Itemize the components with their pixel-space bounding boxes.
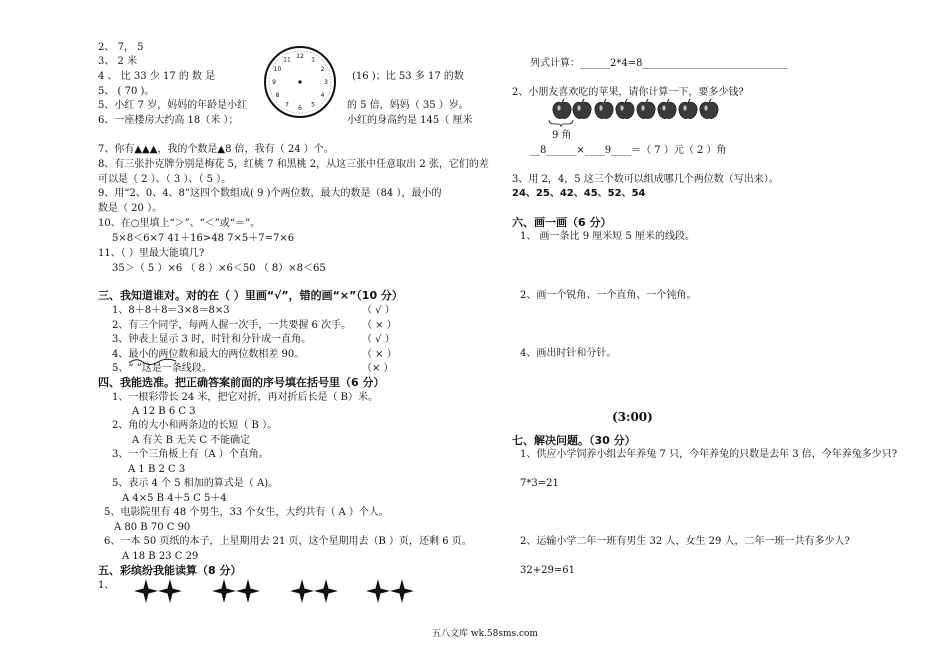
s3-answer-1: （ √ ） — [362, 305, 395, 316]
price-label: 9 角 — [552, 130, 572, 141]
q9-text: 9、用“2、0、4、8”这四个数组成( 9 )个两位数，最大的数是（84 ），最小的 — [98, 188, 442, 199]
q8-answer: 可以是（ 2 ）、（ 3 ）、（ 5 ）。 — [98, 174, 232, 185]
s7-q1-answer: 7*3=21 — [520, 478, 559, 489]
s7-q2: 2、运输小学二年一班有男生 32 人，女生 29 人，二年一班一共有多少人? — [520, 536, 850, 547]
q5-right-text: 的 5 倍，妈妈（ 35 ）岁。 — [347, 100, 469, 111]
q10-items: 5×8＜6×7 41＋16>48 7×5＋7=7×6 — [112, 233, 295, 244]
calc-line: 列式计算：______2*4=8_____________________________ — [530, 58, 788, 69]
s5-item-1: 1、 — [98, 580, 115, 591]
q11-items: 35＞（ 5 ）×6 （ 8 ）×6＜50 （ 8）×8＜65 — [112, 263, 326, 274]
section7-title: 七、解决问题。（30 分） — [512, 434, 636, 447]
clock-numeral: 1 — [311, 56, 315, 64]
q3-answer: 3、 2 米 — [98, 56, 138, 67]
s3-answer-5: （× ） — [362, 363, 394, 374]
q4-right-text: (16 )；比 53 多 17 的数 — [352, 71, 464, 82]
s4-q5: 5、电影院里有 48 个男生，33 个女生，大约共有（ A ）个人。 — [104, 507, 389, 518]
q8-text: 8、有三张扑克牌分别是梅花 5，红桃 7 和黑桃 2，从这三张中任意取出 2 张，它们的差 — [98, 159, 489, 170]
clock-numeral: 9 — [272, 79, 276, 86]
section6-title: 六、画一画（6 分） — [512, 216, 612, 229]
s3-item-3: 3、钟表上显示 3 时，时针和分针成一直角。 — [112, 334, 312, 345]
s7-q2-answer: 32+29=61 — [520, 565, 575, 576]
s4-q1: 1、一根彩带长 24 米，把它对折，再对折后长是（ B）米。 — [112, 392, 378, 403]
s3-answer-3: （ √ ） — [362, 334, 395, 345]
clock-numeral: 2 — [320, 66, 325, 73]
s6-item-4: 4、画出时针和分针。 — [520, 348, 617, 359]
r-q2-answer: __8______×____9____＝（ 7 ）元（ 2 ）角 — [530, 145, 727, 156]
s4-q1-options: A 12 B 6 C 3 — [132, 406, 196, 417]
clock-face — [262, 44, 338, 120]
star-group-icon — [290, 578, 340, 604]
s4-q5-options: A 80 B 70 C 90 — [114, 522, 191, 533]
clock-numeral: 12 — [296, 53, 304, 60]
s4-q3-options: A 1 B 2 C 3 — [128, 464, 186, 475]
s4-q4: 5、表示 4 个 5 相加的算式是（ A)。 — [112, 478, 279, 489]
s4-q6-options: A 18 B 23 C 29 — [122, 551, 199, 562]
apples-icon — [552, 98, 722, 122]
star-group-icon — [366, 578, 416, 604]
q6-text: 6、一座楼房大约高 18（米 ）； — [98, 115, 239, 126]
q10-text: 10、在○里填上“＞”、“＜”或“＝”。 — [98, 218, 261, 229]
s4-q2-options: A 有关 B 无关 C 不能确定 — [132, 435, 251, 446]
bracket-icon — [548, 120, 574, 128]
star-group-icon — [134, 578, 184, 604]
clock-numeral: 8 — [275, 92, 280, 99]
clock-numeral: 5 — [311, 101, 315, 109]
q4-text: 4 、 比 33 少 17 的 数 是 — [98, 71, 216, 82]
q2-answer: 2、 7， 5 — [98, 42, 144, 53]
section3-title: 三、我知道谁对。对的在（ ）里画“√”，错的画“×”（10 分） — [98, 289, 403, 302]
s3-answer-4: （ × ） — [362, 349, 397, 360]
footer-watermark: 五八文库 wk.58sms.com — [432, 629, 538, 639]
section5-title: 五、彩缤纷我能读算（8 分） — [98, 564, 242, 577]
q9-answer: 数是（ 20 ）。 — [98, 203, 163, 214]
clock-numeral: 4 — [320, 92, 325, 99]
clock-numeral: 10 — [273, 66, 282, 73]
s3-item-2: 2、有三个同学，每两人握一次手，一共要握 6 次手。 — [112, 320, 352, 331]
s3-item-5: 5、“ ”这是一条线段。 — [112, 363, 212, 374]
s3-answer-2: （ × ） — [362, 320, 397, 331]
q11-text: 11、（ ）里最大能填几? — [98, 248, 205, 259]
clock-numeral: 11 — [283, 56, 291, 64]
time-answer: (3:00) — [612, 410, 653, 424]
s4-q4-options: A 4×5 B 4＋5 C 5＋4 — [122, 493, 227, 504]
star-group-icon — [212, 578, 262, 604]
section4-title: 四、我能选准。把正确答案前面的序号填在括号里（6 分） — [98, 376, 385, 389]
r-q2-text: 2、小朋友喜欢吃的苹果，请你计算一下，要多少钱? — [512, 87, 744, 98]
s7-q1: 1、供应小学饲养小组去年养兔 7 只，今年养兔的只数是去年 3 倍，今年养兔多少只? — [520, 449, 898, 460]
s4-q2: 2、角的大小和两条边的长短（ B ）。 — [112, 420, 278, 431]
q6-right-text: 小红的身高约是 145（ 厘米 — [347, 115, 473, 126]
q5-text: 5、小红 7 岁，妈妈的年龄是小红 — [98, 100, 248, 111]
clock-numeral: 7 — [285, 101, 289, 109]
s4-q6: 6、一本 50 页纸的本子，上星期用去 21 页，这个星期用去（B ）页，还剩 6 页。 — [104, 536, 472, 547]
s4-q3: 3、一个三角板上有（A ）个直角。 — [112, 449, 269, 460]
wavy-line-icon — [128, 358, 178, 366]
r-q3-answer: 24、25、42、45、52、54 — [512, 188, 646, 199]
clock-numeral: 6 — [298, 105, 302, 112]
s3-item-1: 1、8＋8＋8＝3×8＝8×3 — [112, 305, 230, 316]
s3-item-4: 4、最小的两位数和最大的两位数相差 90。 — [112, 349, 305, 360]
q7-text: 7、你有▲▲▲，我的个数是▲8 倍，我有（ 24 ）个。 — [98, 144, 334, 155]
s6-item-2: 2、画一个锐角、一个直角、一个钝角。 — [520, 290, 697, 301]
r-q3-text: 3、用 2，4，5 这三个数可以组成哪几个两位数（写出来）。 — [512, 174, 779, 185]
s6-item-1: 1、 画一条比 9 厘米短 5 厘米的线段。 — [520, 231, 695, 242]
q4-answer-line: 5、 ( 70 )。 — [98, 86, 155, 97]
clock-numeral: 3 — [324, 79, 328, 86]
